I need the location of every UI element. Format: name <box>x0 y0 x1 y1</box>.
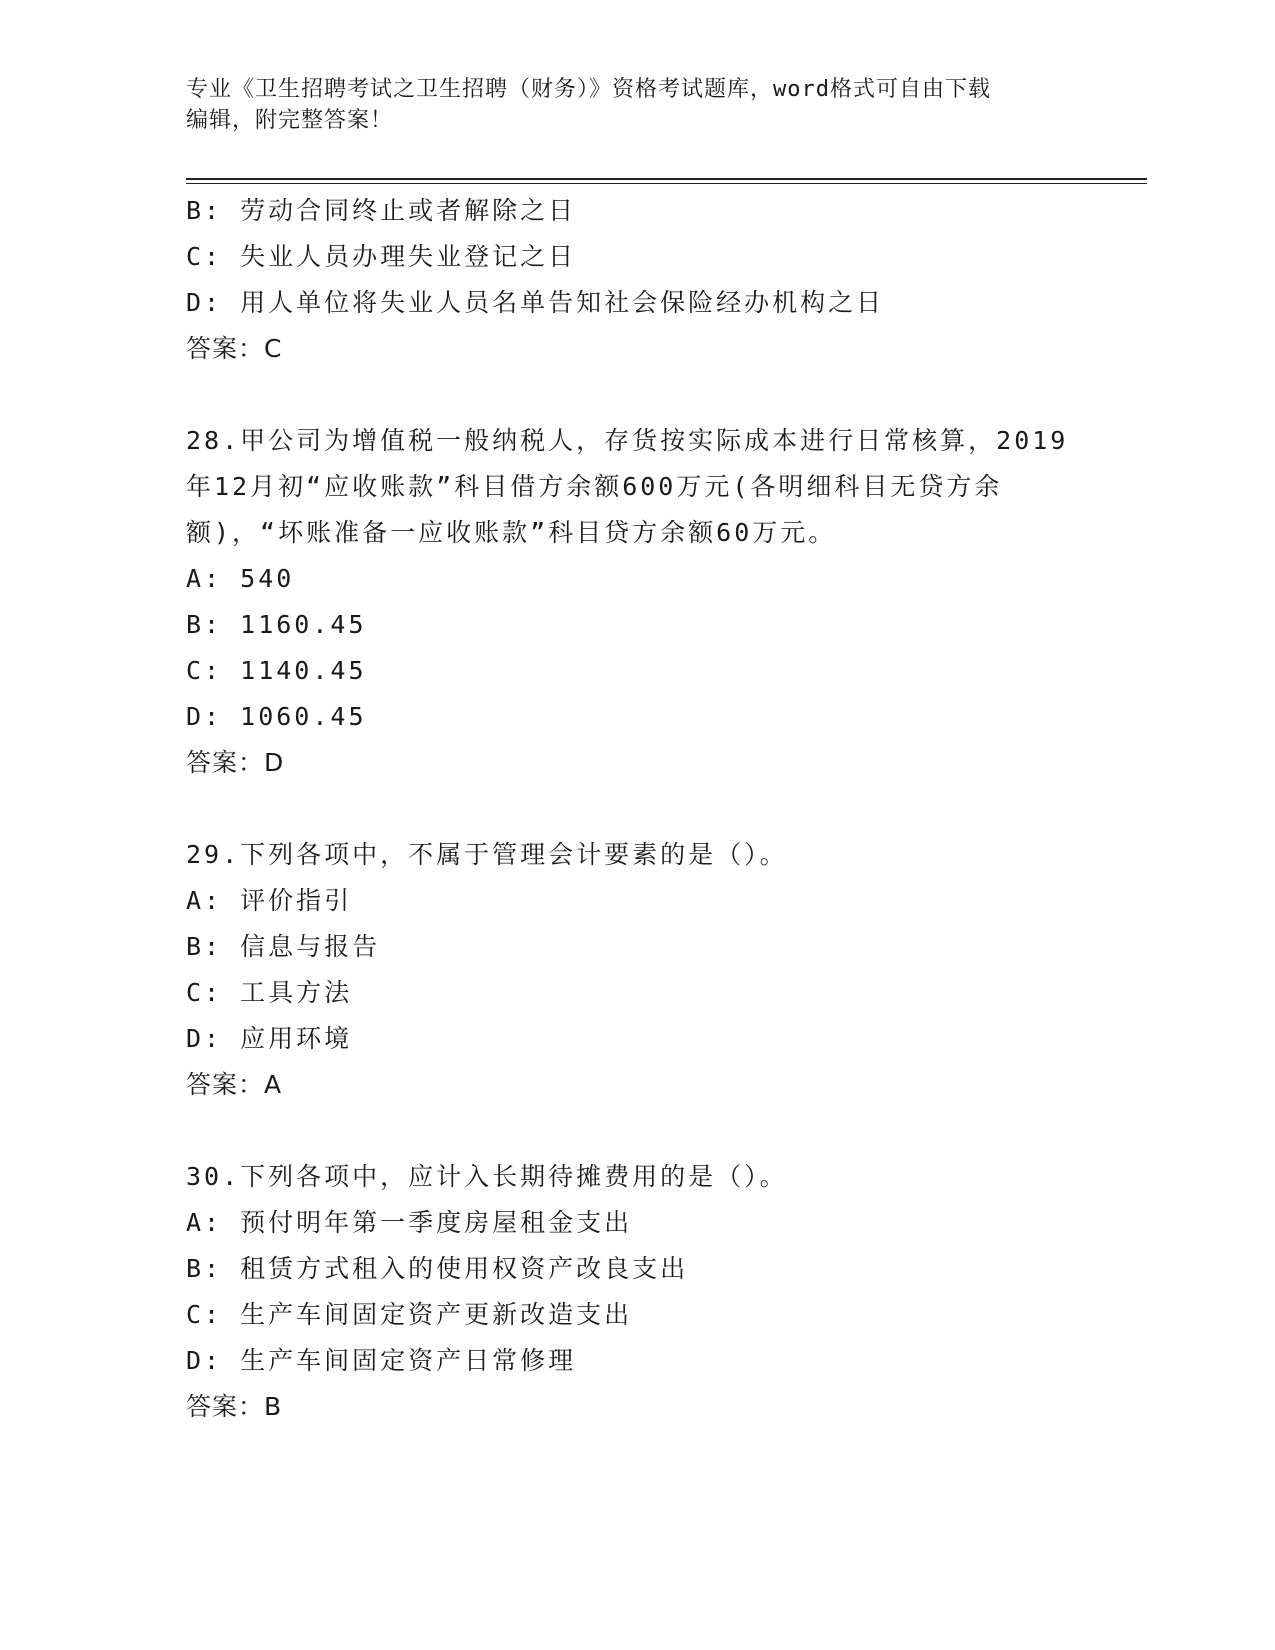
option-a: A: 540 <box>186 564 295 593</box>
header-divider-thick <box>186 178 1147 180</box>
option-a: A: 预付明年第一季度房屋租金支出 <box>186 1208 633 1237</box>
option-b: B: 1160.45 <box>186 610 367 639</box>
option-c: C: 失业人员办理失业登记之日 <box>186 242 577 271</box>
option-d: D: 用人单位将失业人员名单告知社会保险经办机构之日 <box>186 288 885 317</box>
question-27-continued <box>186 188 1086 372</box>
answer-line: 答案：C <box>186 334 283 363</box>
header-line-1: 专业《卫生招聘考试之卫生招聘（财务）》资格考试题库，word格式可自由下载 <box>186 77 991 102</box>
spacer <box>186 372 1086 418</box>
answer-line: 答案：D <box>186 748 285 777</box>
question-list <box>186 188 1086 1430</box>
question-29 <box>186 832 1086 1108</box>
option-c: C: 1140.45 <box>186 656 367 685</box>
spacer <box>186 786 1086 832</box>
answer-line: 答案：B <box>186 1392 283 1421</box>
question-text-line: 28.甲公司为增值税一般纳税人，存货按实际成本进行日常核算，2019 <box>186 426 1069 455</box>
option-a: A: 评价指引 <box>186 886 353 915</box>
question-text-line: 年12月初“应收账款”科目借方余额600万元(各明细科目无贷方余 <box>186 472 1003 501</box>
question-30 <box>186 1154 1086 1430</box>
option-b: B: 租赁方式租入的使用权资产改良支出 <box>186 1254 689 1283</box>
option-c: C: 工具方法 <box>186 978 353 1007</box>
answer-line: 答案：A <box>186 1070 283 1099</box>
header-divider-thin <box>186 183 1147 184</box>
option-d: D: 应用环境 <box>186 1024 353 1053</box>
question-text-line: 29.下列各项中，不属于管理会计要素的是（）。 <box>186 840 788 869</box>
question-28 <box>186 418 1086 786</box>
page-header <box>186 74 1086 136</box>
option-b: B: 劳动合同终止或者解除之日 <box>186 196 577 225</box>
option-c: C: 生产车间固定资产更新改造支出 <box>186 1300 633 1329</box>
header-line-2: 编辑，附完整答案！ <box>186 108 394 133</box>
question-text-line: 额)，“坏账准备一应收账款”科目贷方余额60万元。 <box>186 518 837 547</box>
option-d: D: 1060.45 <box>186 702 367 731</box>
option-b: B: 信息与报告 <box>186 932 381 961</box>
spacer <box>186 1108 1086 1154</box>
question-text-line: 30.下列各项中，应计入长期待摊费用的是（）。 <box>186 1162 788 1191</box>
option-d: D: 生产车间固定资产日常修理 <box>186 1346 577 1375</box>
